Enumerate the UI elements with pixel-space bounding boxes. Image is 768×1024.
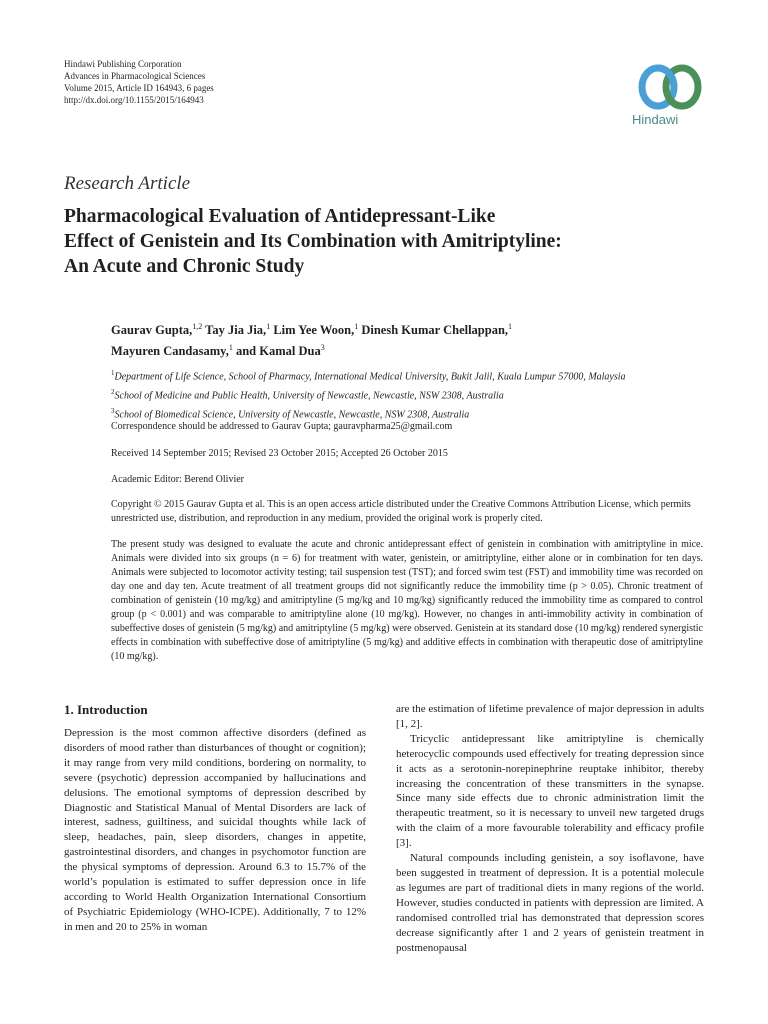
paragraph: Tricyclic antidepressant like amitriptyline is chemically heterocyclic compounds used effectively for treating depression since it acts as a serotonin-norepinephrine reuptake inhibitor, thereby increasing the concentration of these transmitters in the synapse. Since many side effects due to chronic administration limit the therapeutic treatment, so it is necessary to unveil new targeted drugs with the claim of a more favourable tolerability and efficacy profile [3].	[396, 732, 704, 850]
author: Mayuren Candasamy,	[111, 344, 229, 359]
right-column	[396, 702, 704, 955]
logo-wordmark: Hindawi	[632, 112, 679, 127]
paragraph: Natural compounds including genistein, a soy isoflavone, have been suggested in treatment of depression. It is a potential molecule as legumes are part of traditional diets in many regions of the world. However, studies conducted in patients with depression are limited. A randomised controlled trial has demonstrated that depression scores decrease significantly after 1 and 2 years of genistein treatment in postmenopausal	[396, 852, 704, 954]
author-list	[111, 318, 711, 360]
paragraph: Depression is the most common affective disorders (defined as disorders of mood rather than disturbances of thought or cognition); it may range from very mild conditions, bordering on normality, to severe (psychotic) depression accompanied by hallucinations and delusions. The emotional symptoms of depression described by Diagnostic and Statistical Manual of Mental Disorders are lack of interest, sadness, guiltiness, and suicidal thoughts while lack of sleep, headaches, pain, sleep disorders, changes in appetite, gastrointestinal disorders, and changes in psychomotor function are the physical symptoms of depression. Around 6.3 to 15.7% of the world’s population is estimated to suffer depression once in life according to World Health Organization International Consortium of Psychiatric Epidemiology (WHO-ICPE). Additionally, 7 to 12% in men and 20 to 25% in woman	[64, 727, 366, 933]
article-title	[64, 204, 704, 279]
author: and Kamal Dua	[235, 344, 321, 359]
journal-name: Advances in Pharmacological Sciences	[64, 71, 206, 81]
affiliation-number: 3	[111, 406, 115, 415]
academic-editor: Academic Editor: Berend Olivier	[111, 474, 245, 485]
affiliation-number: 2	[111, 387, 115, 396]
affiliation-number: 1	[111, 369, 115, 377]
author: Tay Jia Jia,	[205, 323, 267, 338]
journal-header	[64, 58, 214, 106]
affiliation-text: Department of Life Science, School of Pharmacy, International Medical University, Bukit Jalil, Kuala Lumpur 57000, Malaysia	[114, 371, 626, 383]
author-affiliation-mark: 3	[320, 343, 325, 353]
hindawi-logo	[628, 62, 708, 127]
abstract: The present study was designed to evaluate the acute and chronic antidepressant effect of genistein in combination with amitriptyline in mice. Animals were divided into six groups (n = 6) for treatment with water, genistein, or amitriptyline, either alone or in combination for ten days. Animals were subjected to locomotor activity testing; tail suspension test (TST); and forced swim test (FST) and immobility time was recorded on day one and day ten. Acute treatment of all treatment groups did not significantly reduce the immobility time (p > 0.05). Chronic treatment of combination of genistein (10 mg/kg) and amitriptyline (5 mg/kg and 10 mg/kg) significantly reduced the immobility time as compared to control group (p < 0.001) and was comparable to amitriptyline alone (10 mg/kg). However, no changes in anti-immobility activity in combination of subeffective doses of genistein (5 mg/kg) and amitriptyline (5 mg/kg) were observed. Genistein at its standard dose (10 mg/kg) rendered synergistic effects in combination with subeffective dose of amitriptyline (5 mg/kg) and additive effects in combination with therapeutic dose of amitriptyline (10 mg/kg).	[111, 539, 703, 662]
affiliation	[111, 366, 711, 385]
author-affiliation-mark: 1	[354, 322, 359, 331]
affiliation-text: School of Medicine and Public Health, University of Newcastle, Newcastle, NSW 2308, Australia	[114, 390, 504, 402]
article-type: Research Article	[64, 173, 191, 194]
paragraph: are the estimation of lifetime prevalence of major depression in adults [1, 2].	[396, 703, 704, 730]
author-affiliation-mark: 1,2	[192, 322, 203, 331]
journal-doi[interactable]: http://dx.doi.org/10.1155/2015/164943	[64, 95, 204, 105]
publication-dates: Received 14 September 2015; Revised 23 October 2015; Accepted 26 October 2015	[111, 448, 448, 459]
section-heading: 1. Introduction	[64, 702, 148, 717]
author: Lim Yee Woon,	[273, 323, 355, 338]
author: Gaurav Gupta,	[111, 323, 193, 338]
copyright-notice: Copyright © 2015 Gaurav Gupta et al. This is an open access article distributed under the Creative Commons Attribution License, which permits unrestricted use, distribution, and reproduction in any medium, provided the original work is properly cited.	[111, 499, 691, 524]
title-line: Pharmacological Evaluation of Antidepressant-Like	[64, 206, 496, 227]
affiliation	[111, 385, 711, 404]
author-affiliation-mark: 1	[228, 343, 233, 353]
affiliations	[111, 366, 711, 422]
left-column	[64, 726, 366, 935]
author: Dinesh Kumar Chellappan,	[361, 323, 509, 338]
correspondence: Correspondence should be addressed to Gaurav Gupta; gauravpharma25@gmail.com	[111, 421, 453, 432]
journal-publisher: Hindawi Publishing Corporation	[64, 59, 182, 69]
author-affiliation-mark: 1	[508, 322, 513, 331]
affiliation-text: School of Biomedical Science, University of Newcastle, Newcastle, NSW 2308, Australia	[114, 408, 470, 420]
hindawi-rings-icon	[636, 62, 704, 112]
journal-volume: Volume 2015, Article ID 164943, 6 pages	[64, 83, 214, 93]
title-line: Effect of Genistein and Its Combination with Amitriptyline:	[64, 231, 562, 252]
author-affiliation-mark: 1	[266, 322, 271, 331]
title-line: An Acute and Chronic Study	[64, 256, 305, 277]
